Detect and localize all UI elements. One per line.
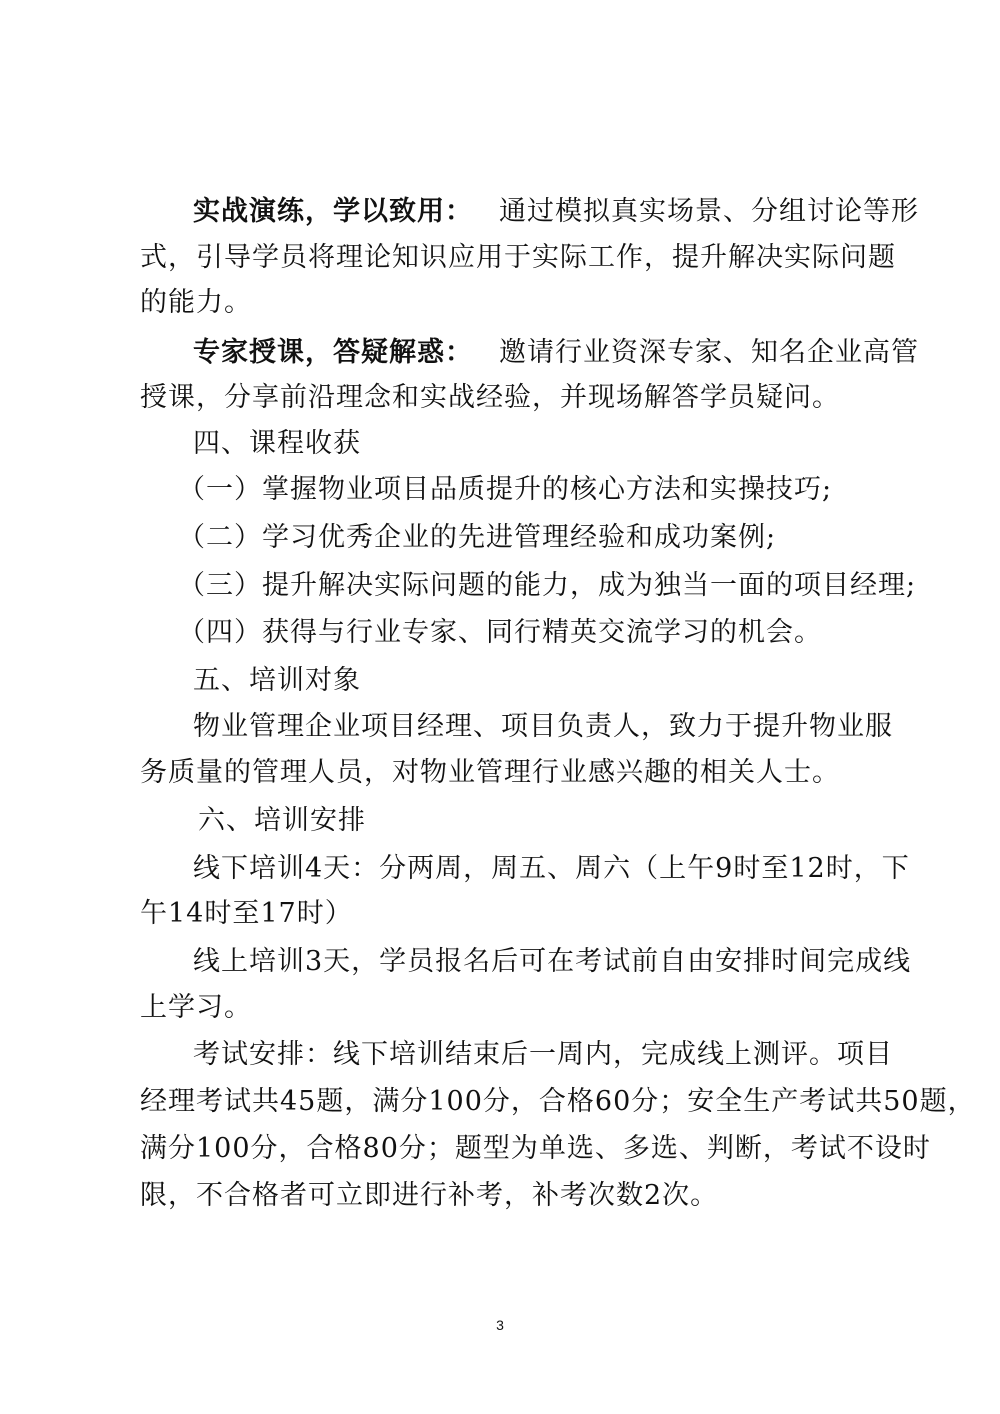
online-training-line-2: 上学习。	[140, 992, 252, 1023]
item-expert-title: 专家授课，答疑解惑：	[193, 337, 473, 368]
online-training-line-1: 线上培训3天，学员报名后可在考试前自由安排时间完成线	[193, 946, 912, 977]
exam-line-1: 考试安排：线下培训结束后一周内，完成线上测评。项目	[193, 1039, 893, 1070]
offline-training-line-1: 线下培训4天：分两周，周五、周六（上午9时至12时，下	[193, 853, 910, 884]
offline-training-line-2: 午14时至17时）	[140, 898, 353, 929]
section-6-heading: 六、培训安排	[198, 805, 366, 836]
item-practice-line-1	[193, 192, 919, 232]
gain-item-4: （四）获得与行业专家、同行精英交流学习的机会。	[178, 617, 822, 648]
target-line-1: 物业管理企业项目经理、项目负责人，致力于提升物业服	[193, 711, 893, 742]
exam-line-4: 限，不合格者可立即进行补考，补考次数2次。	[140, 1180, 719, 1211]
section-4-heading: 四、课程收获	[193, 428, 361, 459]
item-expert-line-1	[193, 333, 919, 373]
item-expert-line-2: 授课，分享前沿理念和实战经验，并现场解答学员疑问。	[140, 382, 840, 413]
item-expert-text: 邀请行业资深专家、知名企业高管	[499, 337, 919, 368]
gain-item-3: （三）提升解决实际问题的能力，成为独当一面的项目经理;	[178, 570, 917, 601]
exam-line-2: 经理考试共45题，满分100分，合格60分；安全生产考试共50题，	[140, 1086, 976, 1117]
item-practice-line-2: 式，引导学员将理论知识应用于实际工作，提升解决实际问题	[140, 242, 896, 273]
item-practice-title: 实战演练，学以致用：	[193, 196, 473, 227]
exam-line-3: 满分100分，合格80分；题型为单选、多选、判断，考试不设时	[140, 1133, 931, 1164]
item-practice-line-3: 的能力。	[140, 287, 252, 318]
gain-item-2: （二）学习优秀企业的先进管理经验和成功案例;	[178, 522, 777, 553]
item-practice-text: 通过模拟真实场景、分组讨论等形	[499, 196, 919, 227]
page-number: 3	[496, 1317, 504, 1333]
target-line-2: 务质量的管理人员，对物业管理行业感兴趣的相关人士。	[140, 757, 840, 788]
section-5-heading: 五、培训对象	[193, 665, 361, 696]
gain-item-1: （一）掌握物业项目品质提升的核心方法和实操技巧;	[178, 474, 833, 505]
